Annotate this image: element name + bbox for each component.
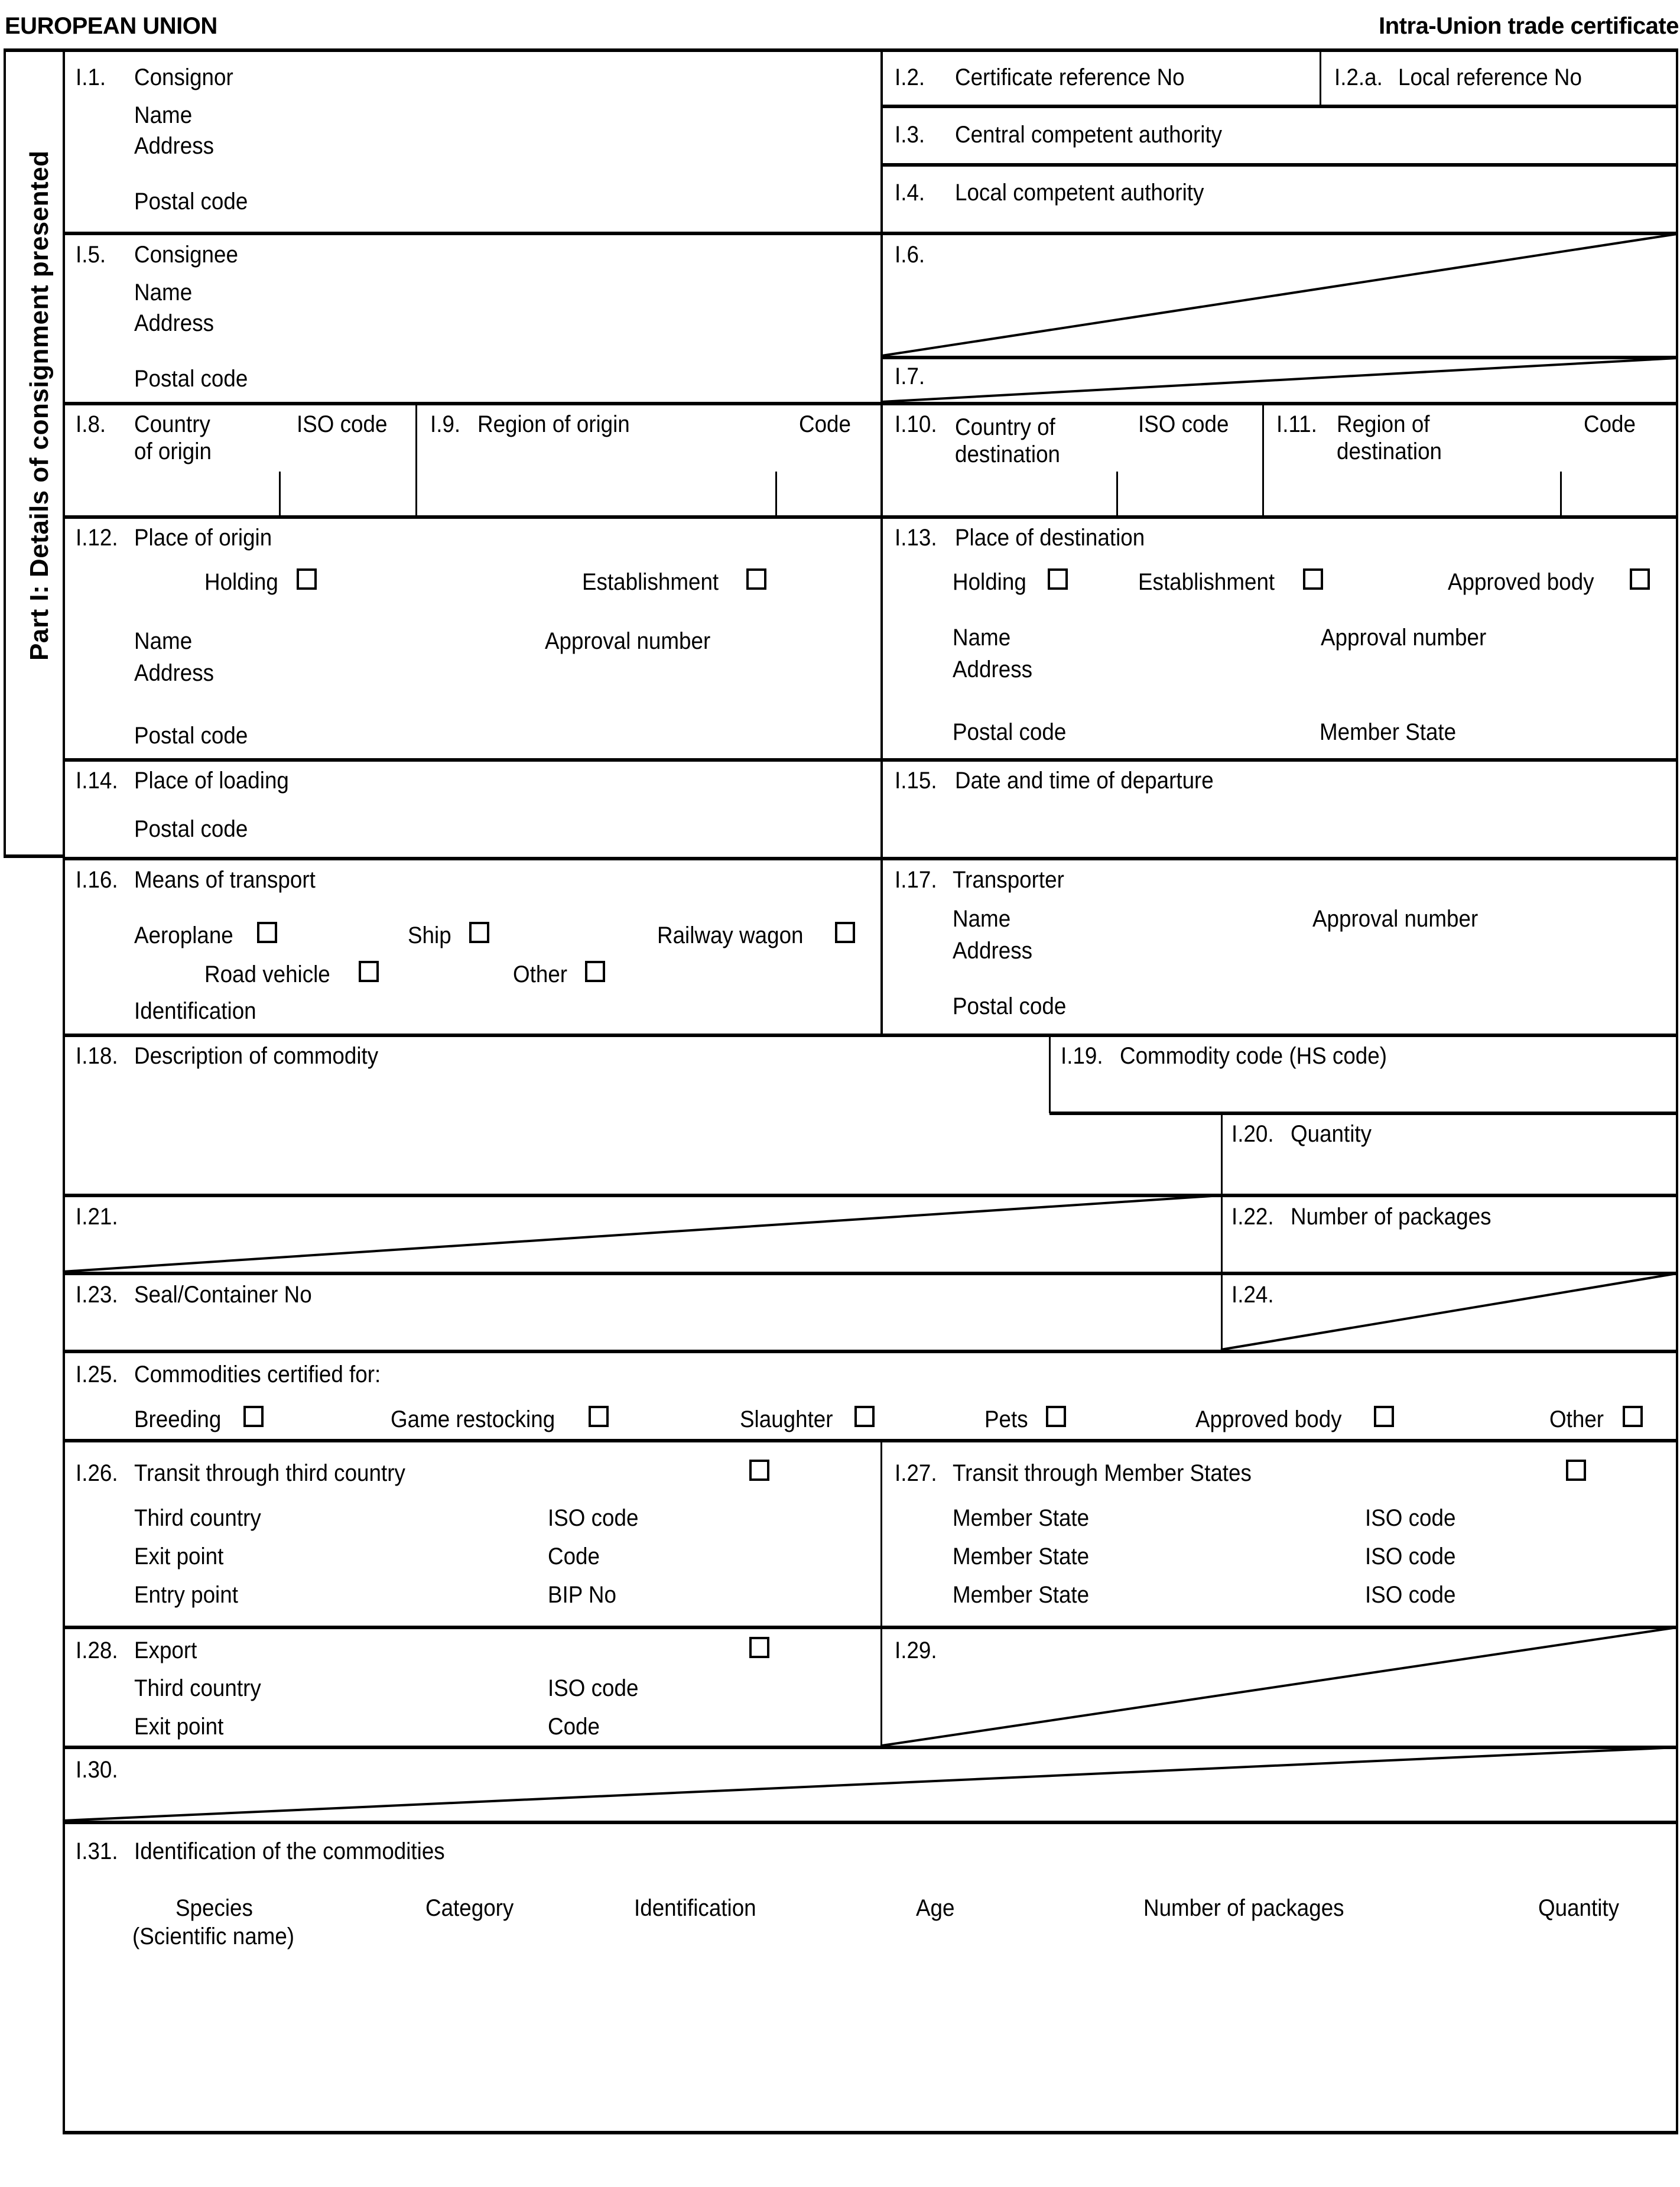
export-checkbox[interactable] (749, 1637, 769, 1658)
game-restocking-checkbox[interactable] (589, 1406, 609, 1427)
name-label: Name (134, 628, 193, 654)
transporter-title: Transporter (953, 867, 1064, 893)
place-loading-title: Place of loading (134, 768, 289, 794)
central-authority-label: Central competent authority (955, 122, 1223, 148)
code-label: Code (548, 1543, 600, 1569)
commodity-identification-title: Identification of the commodities (134, 1838, 445, 1864)
postal-code-label: Postal code (134, 816, 248, 842)
name-label: Name (953, 625, 1011, 651)
box-number: I.8. (76, 411, 106, 437)
establishment-label: Establishment (582, 569, 719, 595)
box-number: I.14. (76, 768, 118, 794)
approval-number-label: Approval number (1321, 625, 1487, 651)
iso-code-label: ISO code (1365, 1582, 1456, 1608)
box-number: I.16. (76, 867, 118, 893)
identification-label: Identification (134, 998, 256, 1024)
box-i7-number: I.7. (895, 363, 925, 389)
aeroplane-label: Aeroplane (134, 922, 233, 948)
box-number: I.12. (76, 525, 118, 551)
consignor-name-label: Name (134, 102, 193, 128)
approval-number-label: Approval number (1312, 906, 1478, 932)
holding-checkbox[interactable] (1048, 568, 1068, 590)
slaughter-checkbox[interactable] (854, 1406, 875, 1427)
game-restocking-label: Game restocking (391, 1406, 555, 1432)
departure-datetime-label: Date and time of departure (955, 768, 1214, 794)
box-number: I.23. (76, 1282, 118, 1308)
commodity-description-label: Description of commodity (134, 1043, 379, 1069)
code-label: Code (548, 1714, 600, 1740)
iso-code-label: ISO code (1138, 411, 1229, 437)
postal-code-label: Postal code (953, 719, 1067, 745)
consignee-name-label: Name (134, 280, 193, 306)
box-number: I.19. (1061, 1043, 1103, 1069)
place-destination-title: Place of destination (955, 525, 1145, 551)
country-origin-label-2: of origin (134, 438, 212, 464)
other-purpose-label: Other (1549, 1406, 1604, 1432)
box-number: I.28. (76, 1637, 118, 1663)
consignee-postal-label: Postal code (134, 366, 248, 392)
address-label: Address (953, 938, 1033, 964)
box-number: I.15. (895, 768, 937, 794)
certificate-reference-label: Certificate reference No (955, 64, 1185, 90)
member-state-label: Member State (1320, 719, 1457, 745)
box-number: I.20. (1231, 1121, 1274, 1147)
consignor-postal-label: Postal code (134, 189, 248, 215)
box-number: I.22. (1231, 1204, 1274, 1230)
box-number: I.5. (76, 242, 106, 268)
third-country-label: Third country (134, 1675, 261, 1701)
region-destination-label: Region of (1337, 411, 1430, 437)
address-label: Address (953, 657, 1033, 683)
part-one-side-label: Part I: Details of consignment presented (25, 150, 54, 661)
certified-for-title: Commodities certified for: (134, 1361, 381, 1387)
ship-label: Ship (408, 922, 451, 948)
member-state-label: Member State (953, 1582, 1090, 1608)
code-label: Code (1584, 411, 1636, 437)
pets-checkbox[interactable] (1046, 1406, 1066, 1427)
box-number: I.25. (76, 1361, 118, 1387)
column-quantity: Quantity (1538, 1895, 1620, 1921)
consignor-address-label: Address (134, 133, 215, 159)
postal-code-label: Postal code (953, 993, 1067, 1019)
third-country-label: Third country (134, 1505, 261, 1531)
exit-point-label: Exit point (134, 1714, 224, 1740)
establishment-label: Establishment (1138, 569, 1275, 595)
seal-container-label: Seal/Container No (134, 1282, 312, 1308)
region-origin-label: Region of origin (477, 411, 630, 437)
box-number: I.26. (76, 1460, 118, 1486)
box-i30-number: I.30. (76, 1757, 118, 1783)
iso-code-label: ISO code (548, 1675, 639, 1701)
holding-checkbox[interactable] (297, 568, 317, 590)
box-i29-number: I.29. (895, 1637, 937, 1663)
transit-third-country-checkbox[interactable] (749, 1460, 769, 1481)
iso-code-label: ISO code (548, 1505, 639, 1531)
box-number: I.18. (76, 1043, 118, 1069)
railway-wagon-label: Railway wagon (657, 922, 804, 948)
transit-third-country-title: Transit through third country (134, 1460, 405, 1486)
column-category: Category (425, 1895, 514, 1921)
establishment-checkbox[interactable] (1303, 568, 1323, 590)
box-i6-number: I.6. (895, 242, 925, 268)
entry-point-label: Entry point (134, 1582, 238, 1608)
approval-number-label: Approval number (545, 628, 711, 654)
ship-checkbox[interactable] (469, 922, 489, 943)
region-destination-label-2: destination (1337, 438, 1442, 464)
breeding-checkbox[interactable] (243, 1406, 264, 1427)
column-identification: Identification (634, 1895, 756, 1921)
road-vehicle-label: Road vehicle (204, 961, 330, 987)
holding-label: Holding (953, 569, 1026, 595)
code-label: Code (799, 411, 851, 437)
address-label: Address (134, 660, 215, 686)
consignee-address-label: Address (134, 310, 215, 336)
number-of-packages-label: Number of packages (1291, 1204, 1491, 1230)
box-number: I.2.a. (1334, 64, 1383, 90)
column-age: Age (916, 1895, 955, 1921)
consignee-title: Consignee (134, 242, 238, 268)
other-transport-checkbox[interactable] (585, 961, 605, 982)
box-i24-number: I.24. (1231, 1282, 1274, 1308)
commodity-code-label: Commodity code (HS code) (1120, 1043, 1387, 1069)
box-number: I.11. (1276, 411, 1317, 437)
box-number: I.9. (430, 411, 461, 437)
means-transport-title: Means of transport (134, 867, 316, 893)
local-reference-label: Local reference No (1398, 64, 1582, 90)
member-state-label: Member State (953, 1543, 1090, 1569)
box-number: I.1. (76, 64, 106, 90)
holding-label: Holding (204, 569, 278, 595)
box-i21-number: I.21. (76, 1204, 118, 1230)
breeding-label: Breeding (134, 1406, 222, 1432)
place-origin-title: Place of origin (134, 525, 272, 551)
country-origin-label: Country (134, 411, 210, 437)
member-state-label: Member State (953, 1505, 1090, 1531)
pets-label: Pets (984, 1406, 1028, 1432)
approved-body-label: Approved body (1195, 1406, 1342, 1432)
approved-body-checkbox[interactable] (1630, 568, 1650, 590)
consignor-title: Consignor (134, 64, 233, 90)
establishment-checkbox[interactable] (746, 568, 766, 590)
box-number: I.13. (895, 525, 937, 551)
approved-body-checkbox[interactable] (1374, 1406, 1394, 1427)
box-number: I.31. (76, 1838, 118, 1864)
postal-code-label: Postal code (134, 723, 248, 749)
box-number: I.3. (895, 122, 925, 148)
header-title-certificate: Intra-Union trade certificate (1379, 13, 1679, 39)
column-species-sub: (Scientific name) (132, 1923, 295, 1949)
other-transport-label: Other (513, 961, 568, 987)
box-number: I.2. (895, 64, 925, 90)
header-title-eu: EUROPEAN UNION (5, 13, 217, 39)
approved-body-label: Approved body (1448, 569, 1594, 595)
box-number: I.27. (895, 1460, 937, 1486)
quantity-label: Quantity (1291, 1121, 1372, 1147)
transit-member-states-checkbox[interactable] (1566, 1460, 1586, 1481)
slaughter-label: Slaughter (740, 1406, 833, 1432)
local-authority-label: Local competent authority (955, 180, 1204, 206)
railway-wagon-checkbox[interactable] (835, 922, 855, 943)
country-destination-label: Country of (955, 414, 1055, 440)
name-label: Name (953, 906, 1011, 932)
exit-point-label: Exit point (134, 1543, 224, 1569)
transit-member-states-title: Transit through Member States (953, 1460, 1252, 1486)
other-purpose-checkbox[interactable] (1623, 1406, 1643, 1427)
iso-code-label: ISO code (1365, 1505, 1456, 1531)
export-title: Export (134, 1637, 197, 1663)
road-vehicle-checkbox[interactable] (359, 961, 379, 982)
aeroplane-checkbox[interactable] (257, 922, 277, 943)
column-number-of-packages: Number of packages (1143, 1895, 1344, 1921)
iso-code-label: ISO code (1365, 1543, 1456, 1569)
country-destination-label-2: destination (955, 441, 1061, 467)
box-number: I.10. (895, 411, 937, 437)
bip-no-label: BIP No (548, 1582, 616, 1608)
box-number: I.4. (895, 180, 925, 206)
box-number: I.17. (895, 867, 937, 893)
iso-code-label: ISO code (297, 411, 388, 437)
column-species: Species (176, 1895, 253, 1921)
